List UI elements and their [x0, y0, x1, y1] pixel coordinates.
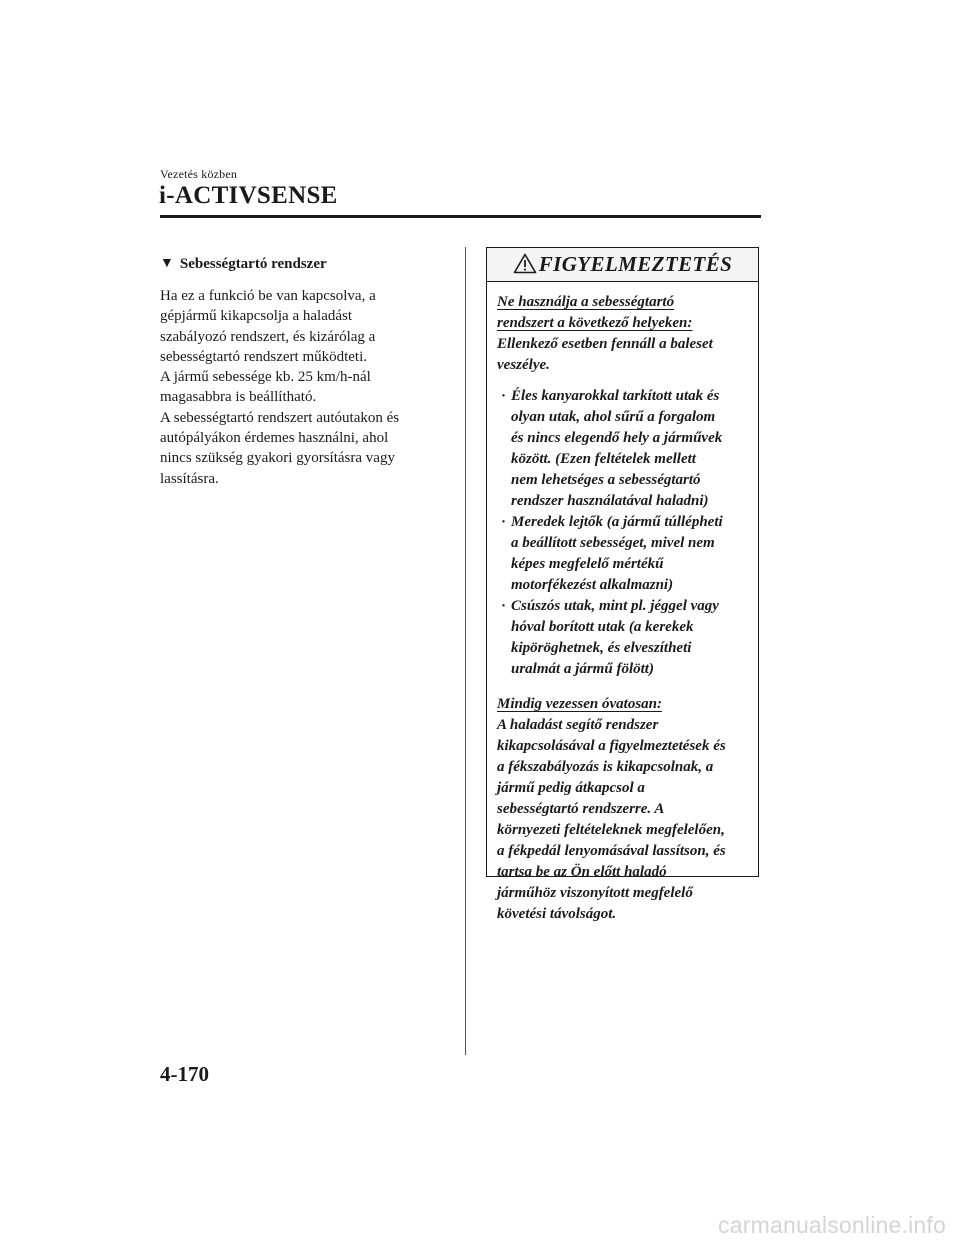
warning-bullet-item	[497, 386, 759, 512]
bullet-dot-icon: ·	[501, 388, 507, 404]
warning-lead-underlined: Ne használja a sebességtartó	[497, 294, 675, 310]
caution-line: jármű pedig átkapcsol a	[497, 780, 645, 796]
bullet-line: képes megfelelő mértékű	[511, 556, 664, 572]
bullet-line: Éles kanyarokkal tarkított utak és	[511, 388, 720, 404]
bullet-line: között. (Ezen feltételek mellett	[511, 451, 696, 467]
column-divider	[465, 247, 466, 1055]
caution-line: követési távolságot.	[497, 906, 617, 922]
bullet-line: motorfékezést alkalmazni)	[511, 577, 674, 593]
section-body	[160, 286, 460, 489]
body-line: lassításra.	[160, 470, 219, 487]
bullet-line: hóval borított utak (a kerekek	[511, 619, 694, 635]
bullet-line: a beállított sebességet, mivel nem	[511, 535, 715, 551]
body-line: magasabbra is beállítható.	[160, 389, 317, 406]
caution-line: A haladást segítő rendszer	[497, 717, 659, 733]
warning-lead-line: Ellenkező esetben fennáll a baleset	[497, 336, 713, 352]
warning-triangle-icon	[513, 253, 537, 274]
chapter-title: i-ACTIVSENSE	[159, 182, 338, 209]
page-number: 4-170	[160, 1062, 209, 1086]
warning-lead-line: veszélye.	[497, 357, 550, 373]
bullet-line: Csúszós utak, mint pl. jéggel vagy	[511, 598, 719, 614]
bullet-line: olyan utak, ahol sűrű a forgalom	[511, 409, 716, 425]
bullet-dot-icon: ·	[501, 514, 507, 530]
warning-body	[497, 292, 759, 925]
caution-heading: Mindig vezessen óvatosan:	[497, 696, 662, 712]
bullet-line: és nincs elegendő hely a járművek	[511, 430, 723, 446]
body-line: autópályákon érdemes használni, ahol	[160, 430, 389, 447]
body-line: gépjármű kikapcsolja a haladást	[160, 308, 353, 325]
section-heading	[160, 254, 460, 274]
bullet-line: kipöröghetnek, és elveszítheti	[511, 640, 692, 656]
triangle-marker-icon: ▼	[160, 256, 174, 271]
warning-bullet-item	[497, 596, 759, 680]
caution-line: sebességtartó rendszerre. A	[497, 801, 665, 817]
warning-lead-underlined: rendszert a következő helyeken:	[497, 315, 693, 331]
body-line: nincs szükség gyakori gyorsításra vagy	[160, 450, 395, 467]
bullet-line: Meredek lejtők (a jármű túllépheti	[511, 514, 723, 530]
bullet-dot-icon: ·	[501, 598, 507, 614]
header-rule	[160, 215, 761, 218]
running-head: Vezetés közben	[160, 167, 238, 181]
warning-header	[487, 248, 758, 282]
body-line: Ha ez a funkció be van kapcsolva, a	[160, 288, 376, 304]
watermark-text: carmanualsonline.info	[718, 1212, 946, 1238]
warning-title: FIGYELMEZTETÉS	[538, 252, 733, 276]
body-line: A sebességtartó rendszert autóutakon és	[160, 409, 400, 426]
bullet-line: nem lehetséges a sebességtartó	[511, 472, 701, 488]
caution-line: a fékszabályozás is kikapcsolnak, a	[497, 759, 714, 775]
bullet-line: rendszer használatával haladni)	[511, 493, 709, 509]
caution-line: kikapcsolásával a figyelmeztetések és	[497, 738, 726, 754]
body-line: A jármű sebessége kb. 25 km/h-nál	[160, 369, 371, 386]
body-line: szabályozó rendszert, és kizárólag a	[160, 328, 376, 345]
section-heading-text: Sebességtartó rendszer	[179, 256, 327, 272]
caution-line: környezeti feltételeknek megfelelően,	[497, 822, 725, 838]
caution-line: tartsa be az Ön előtt haladó	[497, 864, 667, 880]
section-column	[160, 254, 460, 489]
caution-line: járműhöz viszonyított megfelelő	[497, 885, 693, 901]
warning-bullet-item	[497, 512, 759, 596]
warning-box	[486, 247, 759, 922]
bullet-line: uralmát a jármű fölött)	[511, 661, 654, 677]
caution-line: a fékpedál lenyomásával lassítson, és	[497, 843, 726, 859]
body-line: sebességtartó rendszert működteti.	[160, 348, 368, 365]
